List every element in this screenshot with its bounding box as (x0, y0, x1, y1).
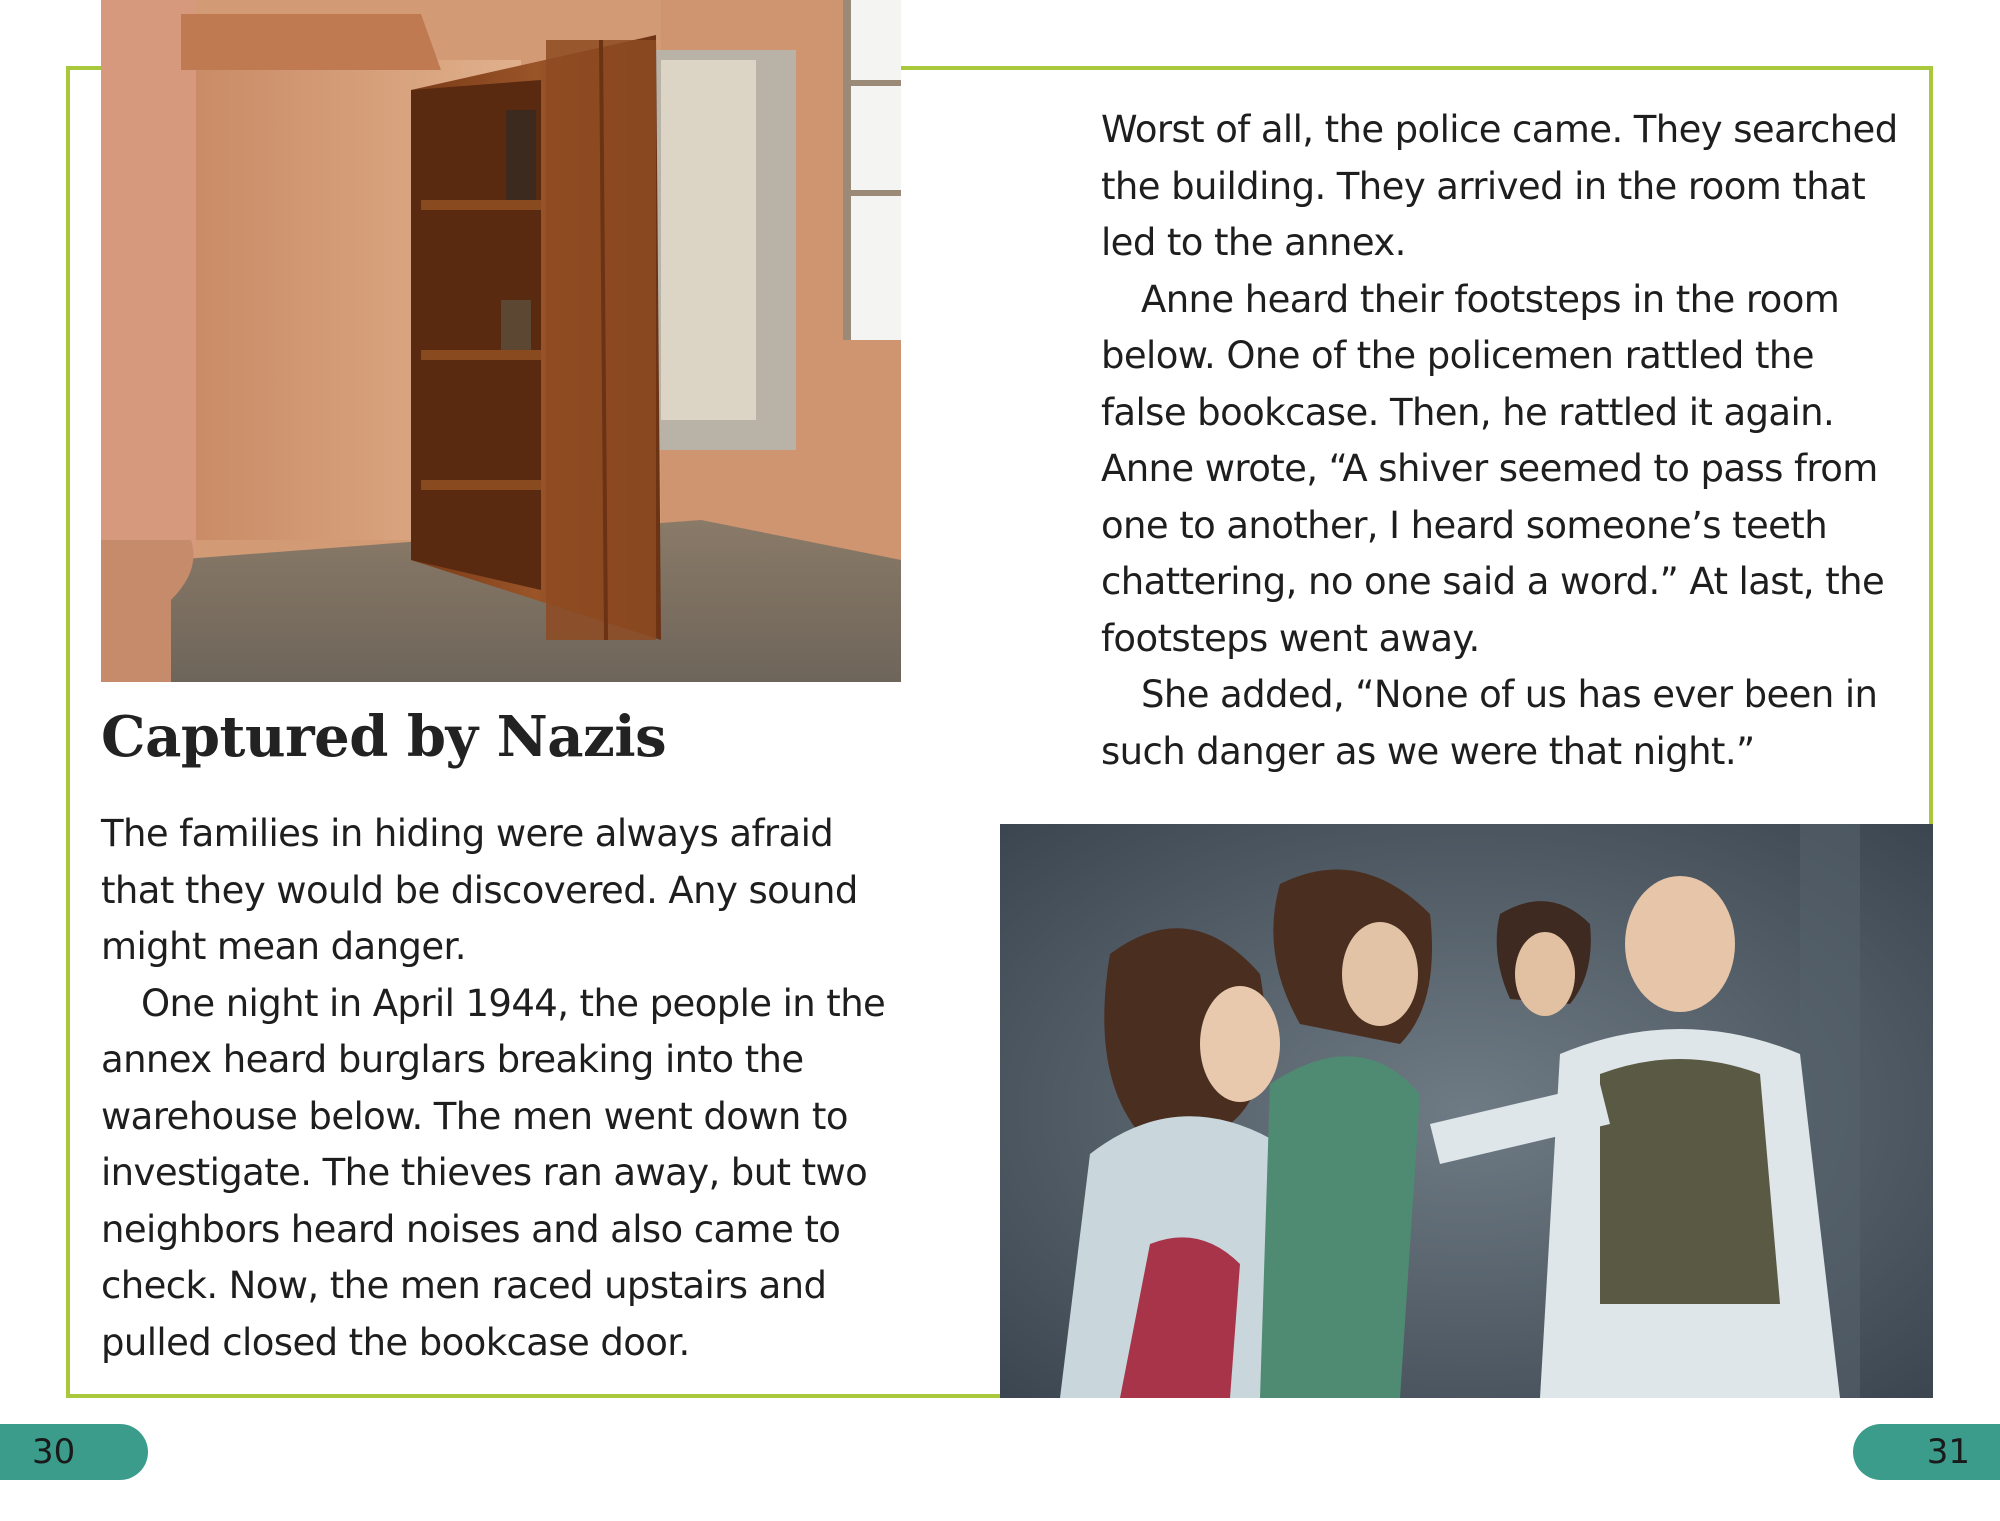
page-number-tab-right (1853, 1424, 2000, 1480)
body-line: neighbors heard noises and also came to (101, 1207, 841, 1251)
body-line: such danger as we were that night.” (1101, 729, 1755, 773)
page-number-tab-left (0, 1424, 148, 1480)
body-line: false bookcase. Then, he rattled it again. (1101, 390, 1835, 434)
body-line: the building. They arrived in the room that (1101, 164, 1866, 208)
left-page-body (101, 806, 885, 1371)
bookcase-photo-graphic (101, 0, 901, 682)
body-line: investigate. The thieves ran away, but two (101, 1151, 868, 1194)
right-page-body (1101, 102, 1898, 780)
body-line: footsteps went away. (1101, 616, 1480, 660)
page-heading: Captured by Nazis (101, 704, 667, 770)
body-line: one to another, I heard someone’s teeth (1101, 503, 1828, 547)
body-line: that they would be discovered. Any sound (101, 868, 858, 912)
body-line: chattering, no one said a word.” At last, the (1101, 560, 1885, 603)
body-line: below. One of the policemen rattled the (1101, 334, 1814, 377)
body-line: might mean danger. (101, 925, 466, 968)
page-number: 30 (32, 1432, 76, 1472)
body-line: warehouse below. The men went down to (101, 1094, 848, 1138)
body-line: Anne wrote, “A shiver seemed to pass from (1101, 447, 1878, 490)
body-line: pulled closed the bookcase door. (101, 1320, 690, 1364)
body-line: Anne heard their footsteps in the room (1141, 277, 1840, 321)
family-illustration (1000, 824, 1933, 1398)
body-line: check. Now, the men raced upstairs and (101, 1264, 827, 1307)
page-number: 31 (1926, 1432, 1970, 1472)
body-line: One night in April 1944, the people in the (141, 981, 886, 1025)
bookcase-photo (101, 0, 901, 682)
body-line: annex heard burglars breaking into the (101, 1038, 804, 1081)
body-line: She added, “None of us has ever been in (1141, 673, 1878, 716)
body-line: Worst of all, the police came. They searched (1101, 108, 1898, 151)
body-line: led to the annex. (1101, 221, 1406, 264)
family-illustration-graphic (1000, 824, 1933, 1398)
body-line: The families in hiding were always afraid (101, 812, 834, 855)
